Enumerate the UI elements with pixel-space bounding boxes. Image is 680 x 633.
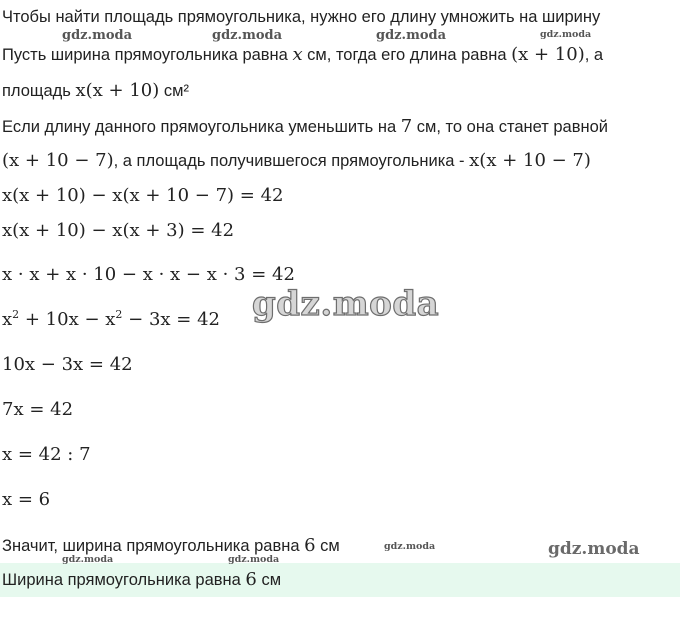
exponent-1: 2 bbox=[12, 308, 20, 321]
conclusion-number: 6 bbox=[304, 535, 316, 556]
length-expression: (x + 10) bbox=[511, 44, 585, 65]
equation-step-3: x · x + x · 10 − x · x − x · 3 = 42 bbox=[2, 264, 295, 285]
watermark-5: gdz.moda bbox=[384, 541, 436, 552]
statement-line-4-part-b: см, то она станет равной bbox=[412, 118, 609, 136]
watermark-4: gdz.moda bbox=[540, 29, 592, 40]
area-expression: x(x + 10) bbox=[75, 80, 160, 101]
answer-box bbox=[0, 563, 680, 597]
conclusion-part-b: см bbox=[315, 537, 340, 555]
equation-step-7: x = 42 : 7 bbox=[2, 444, 91, 465]
statement-line-1: Чтобы найти площадь прямоугольника, нужно его длину умножить на ширину bbox=[2, 8, 601, 26]
new-area-expression: x(x + 10 − 7) bbox=[469, 150, 591, 171]
equation-step-4 bbox=[2, 308, 220, 332]
equation-step-4-part-a: x bbox=[2, 309, 13, 330]
exponent-2: 2 bbox=[115, 308, 123, 321]
equation-step-2: x(x + 10) − x(x + 3) = 42 bbox=[2, 220, 235, 241]
answer-part-a: Ширина прямоугольника равна bbox=[2, 571, 246, 589]
statement-line-2-part-a: Пусть ширина прямоугольника равна bbox=[2, 46, 293, 64]
equation-step-8: x = 6 bbox=[2, 489, 51, 510]
watermark-7: gdz.moda bbox=[62, 554, 114, 565]
statement-line-2-part-b: см, тогда его длина равна bbox=[302, 46, 512, 64]
statement-line-5-part-a: , а площадь получившегося прямоугольника - bbox=[113, 152, 470, 170]
statement-line-3 bbox=[2, 80, 189, 102]
watermark-6: gdz.moda bbox=[548, 539, 640, 559]
new-length-expression: (x + 10 − 7) bbox=[2, 150, 114, 171]
equation-step-1: x(x + 10) − x(x + 10 − 7) = 42 bbox=[2, 185, 284, 206]
watermark-8: gdz.moda bbox=[228, 554, 280, 565]
statement-line-4 bbox=[2, 116, 608, 138]
answer-part-b: см bbox=[256, 571, 282, 589]
watermark-2: gdz.moda bbox=[212, 28, 283, 43]
watermark-large: gdz.moda bbox=[252, 284, 440, 324]
reduction-number: 7 bbox=[400, 116, 413, 137]
statement-line-4-part-a: Если длину данного прямоугольника уменьшить на bbox=[2, 118, 401, 136]
conclusion-line bbox=[2, 535, 340, 557]
equation-step-4-part-c: − 3x = 42 bbox=[122, 309, 220, 330]
statement-line-5 bbox=[2, 150, 591, 172]
equation-step-5: 10x − 3x = 42 bbox=[2, 354, 133, 375]
statement-line-2 bbox=[2, 44, 603, 66]
conclusion-part-a: Значит, ширина прямоугольника равна bbox=[2, 537, 305, 555]
equation-step-6: 7x = 42 bbox=[2, 399, 74, 420]
variable-x: x bbox=[292, 44, 303, 65]
answer-text bbox=[2, 569, 281, 591]
statement-line-2-part-c: , а bbox=[584, 46, 604, 64]
answer-number: 6 bbox=[245, 569, 257, 590]
statement-line-3-part-a: площадь bbox=[2, 82, 76, 100]
equation-step-4-part-b: + 10x − x bbox=[19, 309, 116, 330]
watermark-3: gdz.moda bbox=[376, 28, 447, 43]
statement-line-3-part-b: см² bbox=[159, 82, 189, 100]
watermark-1: gdz.moda bbox=[62, 28, 133, 43]
